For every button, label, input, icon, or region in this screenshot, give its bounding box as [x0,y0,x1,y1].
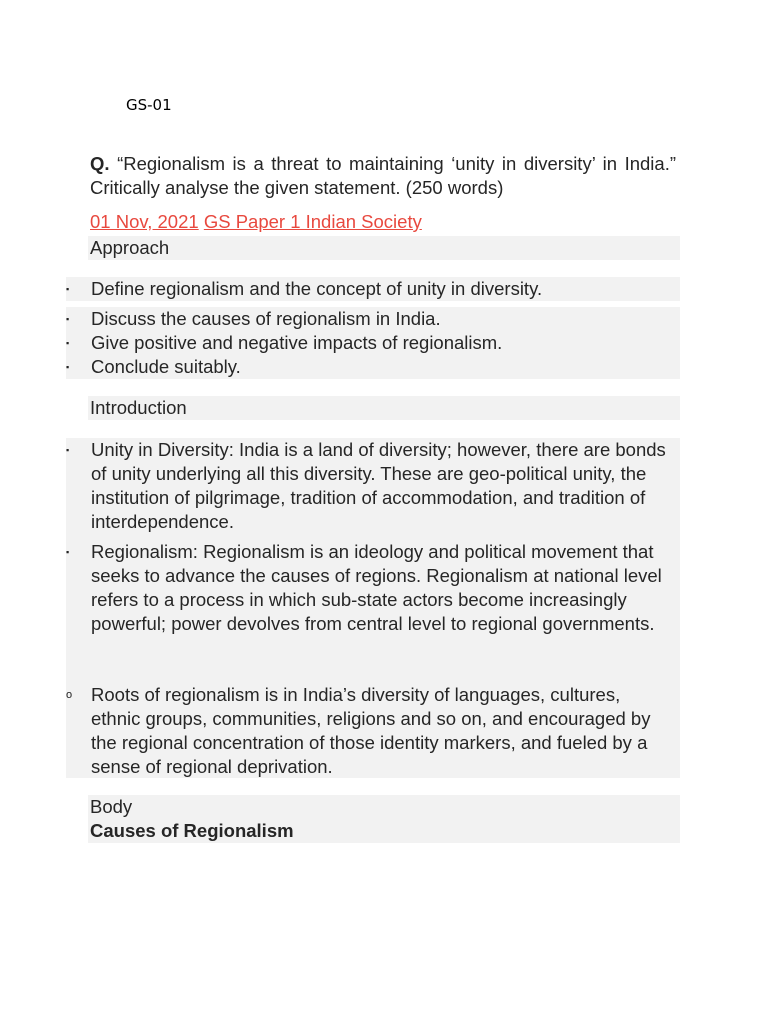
approach-item-text: Give positive and negative impacts of regionalism. [91,332,503,353]
introduction-heading: Introduction [90,397,187,418]
introduction-heading-block [88,396,680,420]
body-heading-block [88,795,680,843]
bullet-circle-icon: o [66,689,73,701]
bullet-square-icon: ▪ [66,362,70,372]
intro-item-text: Regionalism: Regionalism is an ideology and political movement that seeks to advance the causes of regions. Regionalism at national level refers to a process in which sub-state actors become increasingly powerful; power devolves from central level to regional governments. [91,541,662,634]
bullet-square-icon: ▪ [66,338,70,348]
approach-heading-block [88,236,680,260]
approach-item-text: Define regionalism and the concept of unity in diversity. [91,278,543,299]
approach-list-rest [66,307,680,379]
approach-heading: Approach [90,237,170,258]
introduction-list [66,438,680,778]
intro-item-text: Unity in Diversity: India is a land of diversity; however, there are bonds of unity underlying all this diversity. These are geo-political unity, the institution of pilgrimage, tradition of accommodation, and tradition of interdependence. [91,439,666,532]
approach-list [66,277,680,301]
meta-links [90,211,422,233]
question-body: “Regionalism is a threat to maintaining ‘unity in diversity’ in India.” Critically analyse the given statement. (250 words) [90,153,676,198]
bullet-square-icon: ▪ [66,445,70,455]
date-link[interactable]: 01 Nov, 2021 [90,211,199,232]
causes-subheading: Causes of Regionalism [90,820,294,841]
category-link[interactable]: GS Paper 1 Indian Society [203,211,422,232]
document-code: GS-01 [126,96,172,114]
approach-item-text: Discuss the causes of regionalism in India. [91,308,441,329]
intro-item-text: Roots of regionalism is in India’s diversity of languages, cultures, ethnic groups, communities, religions and so on, and encouraged by the regional concentration of those identity markers, and fueled by a sense of regional deprivation. [91,684,651,777]
question-prefix: Q. [90,153,110,174]
bullet-square-icon: ▪ [66,284,70,294]
approach-item-text: Conclude suitably. [91,356,241,377]
bullet-square-icon: ▪ [66,314,70,324]
question-text [90,152,676,200]
bullet-square-icon: ▪ [66,547,70,557]
body-heading: Body [90,796,133,817]
